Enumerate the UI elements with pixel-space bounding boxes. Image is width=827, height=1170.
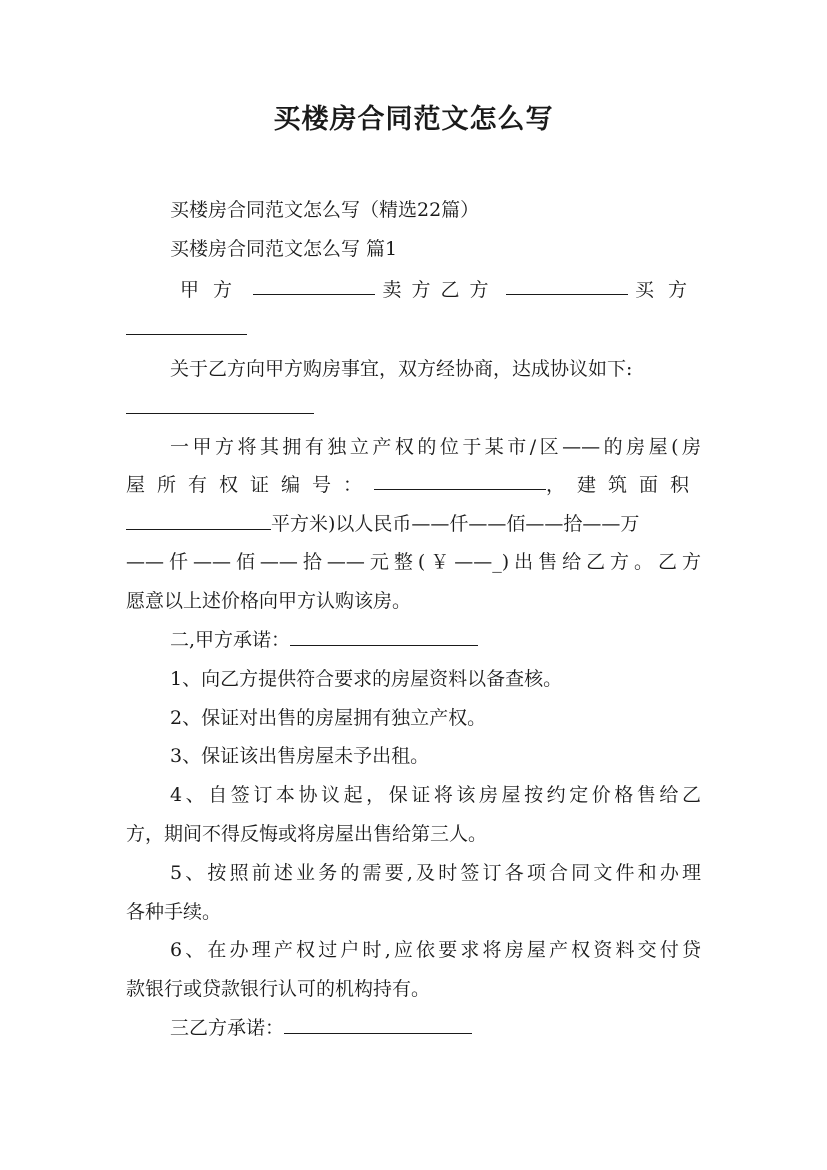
certificate-number-label: 屋所有权证编号： — [126, 474, 375, 496]
section2-line — [170, 626, 701, 654]
price-text: 平方米)以人民币——仟——佰——拾——万 — [271, 513, 640, 535]
party-a-blank — [253, 276, 375, 295]
buyer-blank-line — [126, 315, 701, 343]
document-subtitle: 买楼房合同范文怎么写（精选22篇） — [170, 199, 480, 221]
section-heading: 买楼房合同范文怎么写 篇1 — [170, 238, 398, 260]
clause1-line3 — [126, 510, 701, 538]
item-2: 2、保证对出售的房屋拥有独立产权。 — [170, 707, 487, 729]
intro-blank-line — [126, 394, 701, 422]
document-title: 买楼房合同范文怎么写 — [273, 104, 554, 135]
item-6-line1: 6、在办理产权过户时,应依要求将房屋产权资料交付贷 — [170, 939, 701, 961]
clause1-line1: 一甲方将其拥有独立产权的位于某市/区——的房屋(房 — [170, 436, 701, 458]
clause1-line5: 愿意以上述价格向甲方认购该房。 — [126, 590, 412, 612]
party-a-label: 甲方 — [180, 279, 247, 301]
area-blank — [126, 511, 271, 530]
seller-b-label: 卖方乙方 — [382, 279, 499, 301]
section3-blank — [284, 1015, 472, 1034]
section3-line — [170, 1014, 701, 1042]
intro-text: 关于乙方向甲方购房事宜，双方经协商，达成协议如下: — [170, 358, 633, 380]
item-4-line2: 方，期间不得反悔或将房屋出售给第三人。 — [126, 823, 488, 845]
clause1-line4: ——仟——佰——拾——元整(￥——_)出售给乙方。乙方 — [126, 551, 701, 573]
item-5-line1: 5、按照前述业务的需要,及时签订各项合同文件和办理 — [170, 862, 701, 884]
item-1: 1、向乙方提供符合要求的房屋资料以备查核。 — [170, 668, 563, 690]
clause1-line2 — [126, 471, 701, 499]
section2-label: 二,甲方承诺： — [170, 629, 291, 651]
item-4-line1: 4、自签订本协议起，保证将该房屋按约定价格售给乙 — [170, 784, 701, 806]
item-3: 3、保证该出售房屋未予出租。 — [170, 745, 430, 767]
item-6-line2: 款银行或贷款银行认可的机构持有。 — [126, 978, 431, 1000]
intro-blank — [126, 395, 314, 414]
item-5-line2: 各种手续。 — [126, 901, 222, 923]
section2-blank — [290, 627, 478, 646]
buyer-label: 买方 — [634, 279, 701, 301]
buyer-blank — [126, 316, 247, 335]
certificate-number-blank — [374, 471, 546, 490]
seller-b-blank — [506, 276, 628, 295]
building-area-label: ，建筑面积 — [545, 474, 701, 496]
section3-label: 三乙方承诺： — [170, 1017, 285, 1039]
parties-line — [180, 276, 701, 304]
